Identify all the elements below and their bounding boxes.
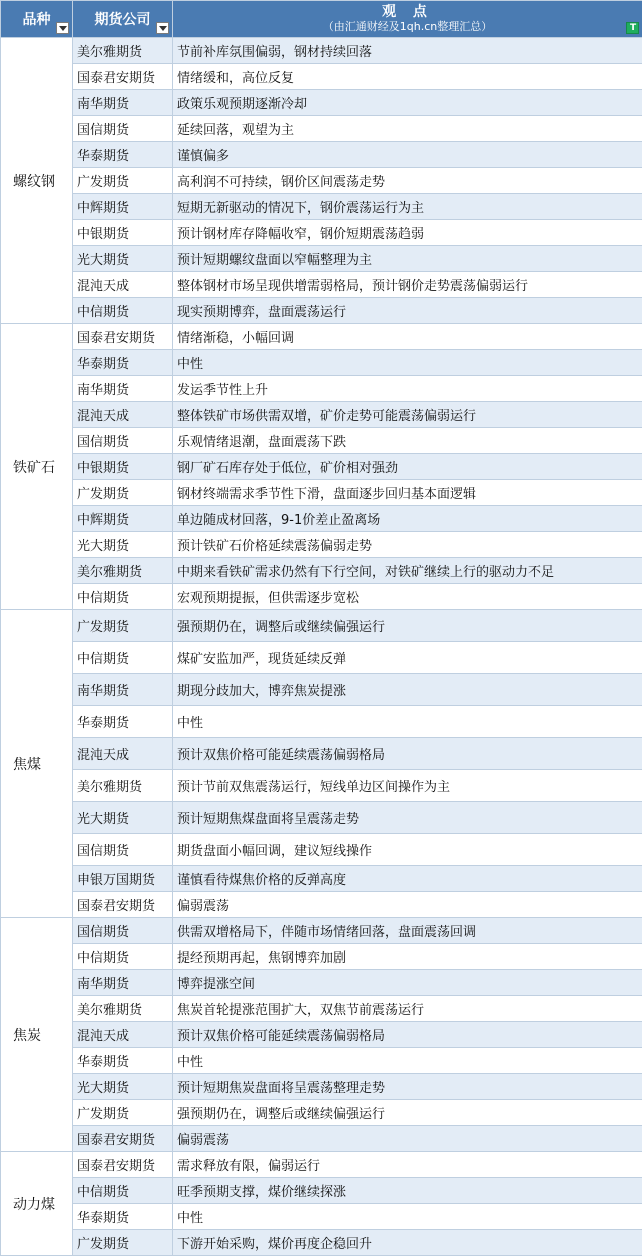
- company-cell: 中辉期货: [73, 506, 173, 532]
- view-cell: 强预期仍在，调整后或继续偏强运行: [173, 610, 642, 642]
- header-view-title: 观 点: [382, 4, 433, 20]
- company-cell: 美尔雅期货: [73, 558, 173, 584]
- table-row: [1, 642, 642, 674]
- table-row: [1, 506, 642, 532]
- company-cell: 广发期货: [73, 1100, 173, 1126]
- table-row: [1, 970, 642, 996]
- company-cell: 中信期货: [73, 642, 173, 674]
- view-cell: 中性: [173, 706, 642, 738]
- view-cell: 焦炭首轮提涨范围扩大，双焦节前震荡运行: [173, 996, 642, 1022]
- company-cell: 光大期货: [73, 1074, 173, 1100]
- table-row: [1, 918, 642, 944]
- table-row: [1, 116, 642, 142]
- table-row: [1, 802, 642, 834]
- view-cell: 强预期仍在，调整后或继续偏强运行: [173, 1100, 642, 1126]
- variety-cell: 铁矿石: [1, 324, 73, 610]
- table-row: [1, 1126, 642, 1152]
- table-row: [1, 674, 642, 706]
- variety-cell: 焦炭: [1, 918, 73, 1152]
- view-cell: 中性: [173, 1048, 642, 1074]
- view-cell: 预计铁矿石价格延续震荡偏弱走势: [173, 532, 642, 558]
- view-cell: 预计双焦价格可能延续震荡偏弱格局: [173, 738, 642, 770]
- view-cell: 高利润不可持续，钢价区间震荡走势: [173, 168, 642, 194]
- table-body: [1, 38, 642, 1256]
- table-row: [1, 454, 642, 480]
- view-cell: 单边随成材回落，9-1价差止盈离场: [173, 506, 642, 532]
- table-row: [1, 376, 642, 402]
- company-cell: 国泰君安期货: [73, 324, 173, 350]
- company-cell: 中信期货: [73, 584, 173, 610]
- table-row: [1, 246, 642, 272]
- company-cell: 混沌天成: [73, 738, 173, 770]
- table-row: [1, 298, 642, 324]
- company-cell: 中辉期货: [73, 194, 173, 220]
- company-cell: 南华期货: [73, 674, 173, 706]
- company-cell: 广发期货: [73, 610, 173, 642]
- view-cell: 偏弱震荡: [173, 892, 642, 918]
- company-cell: 国信期货: [73, 428, 173, 454]
- company-cell: 华泰期货: [73, 706, 173, 738]
- table-row: [1, 38, 642, 64]
- company-cell: 国信期货: [73, 834, 173, 866]
- view-cell: 供需双增格局下，伴随市场情绪回落，盘面震荡回调: [173, 918, 642, 944]
- table-row: [1, 584, 642, 610]
- view-cell: 整体钢材市场呈现供增需弱格局，预计钢价走势震荡偏弱运行: [173, 272, 642, 298]
- company-cell: 华泰期货: [73, 350, 173, 376]
- filter-dropdown-icon[interactable]: [56, 22, 69, 34]
- view-cell: 钢厂矿石库存处于低位，矿价相对强劲: [173, 454, 642, 480]
- company-cell: 美尔雅期货: [73, 996, 173, 1022]
- company-cell: 美尔雅期货: [73, 770, 173, 802]
- table-row: [1, 428, 642, 454]
- company-cell: 华泰期货: [73, 142, 173, 168]
- view-cell: 提经预期再起，焦钢博弈加剧: [173, 944, 642, 970]
- view-cell: 钢材终端需求季节性下滑，盘面逐步回归基本面逻辑: [173, 480, 642, 506]
- view-cell: 预计短期焦炭盘面将呈震荡整理走势: [173, 1074, 642, 1100]
- company-cell: 国泰君安期货: [73, 1152, 173, 1178]
- view-cell: 发运季节性上升: [173, 376, 642, 402]
- table-row: [1, 350, 642, 376]
- table-row: [1, 706, 642, 738]
- variety-cell: 动力煤: [1, 1152, 73, 1256]
- company-cell: 南华期货: [73, 376, 173, 402]
- company-cell: 混沌天成: [73, 402, 173, 428]
- company-cell: 混沌天成: [73, 1022, 173, 1048]
- header-variety: [1, 1, 73, 38]
- view-cell: 需求释放有限，偏弱运行: [173, 1152, 642, 1178]
- variety-cell: 螺纹钢: [1, 38, 73, 324]
- view-cell: 节前补库氛围偏弱，钢材持续回落: [173, 38, 642, 64]
- header-company: [73, 1, 173, 38]
- view-cell: 预计短期螺纹盘面以窄幅整理为主: [173, 246, 642, 272]
- table-row: [1, 770, 642, 802]
- table-row: [1, 892, 642, 918]
- table-row: [1, 738, 642, 770]
- view-cell: 情绪渐稳，小幅回调: [173, 324, 642, 350]
- table-row: [1, 90, 642, 116]
- company-cell: 中银期货: [73, 220, 173, 246]
- view-cell: 期货盘面小幅回调，建议短线操作: [173, 834, 642, 866]
- view-cell: 预计节前双焦震荡运行，短线单边区间操作为主: [173, 770, 642, 802]
- table-row: [1, 532, 642, 558]
- table-row: [1, 1178, 642, 1204]
- view-cell: 预计双焦价格可能延续震荡偏弱格局: [173, 1022, 642, 1048]
- view-cell: 期现分歧加大，博弈焦炭提涨: [173, 674, 642, 706]
- table-row: [1, 194, 642, 220]
- view-cell: 谨慎看待煤焦价格的反弹高度: [173, 866, 642, 892]
- view-cell: 煤矿安监加严，现货延续反弹: [173, 642, 642, 674]
- company-cell: 国信期货: [73, 116, 173, 142]
- table-row: [1, 610, 642, 642]
- table-row: [1, 1230, 642, 1256]
- header-view: [173, 1, 642, 38]
- company-cell: 美尔雅期货: [73, 38, 173, 64]
- table-row: [1, 480, 642, 506]
- view-cell: 短期无新驱动的情况下，钢价震荡运行为主: [173, 194, 642, 220]
- company-cell: 申银万国期货: [73, 866, 173, 892]
- table-row: [1, 944, 642, 970]
- view-cell: 情绪缓和，高位反复: [173, 64, 642, 90]
- view-cell: 整体铁矿市场供需双增，矿价走势可能震荡偏弱运行: [173, 402, 642, 428]
- company-cell: 中银期货: [73, 454, 173, 480]
- view-cell: 现实预期博弈，盘面震荡运行: [173, 298, 642, 324]
- company-cell: 国泰君安期货: [73, 64, 173, 90]
- view-cell: 乐观情绪退潮，盘面震荡下跌: [173, 428, 642, 454]
- view-cell: 旺季预期支撑，煤价继续探涨: [173, 1178, 642, 1204]
- view-cell: 预计钢材库存降幅收窄，钢价短期震荡趋弱: [173, 220, 642, 246]
- variety-cell: 焦煤: [1, 610, 73, 918]
- company-cell: 华泰期货: [73, 1204, 173, 1230]
- company-cell: 光大期货: [73, 246, 173, 272]
- table-row: [1, 558, 642, 584]
- company-cell: 广发期货: [73, 168, 173, 194]
- table-row: [1, 1074, 642, 1100]
- table-row: [1, 866, 642, 892]
- table-row: [1, 1152, 642, 1178]
- table-row: [1, 324, 642, 350]
- table-row: [1, 142, 642, 168]
- filter-active-icon[interactable]: [626, 22, 639, 34]
- company-cell: 中信期货: [73, 1178, 173, 1204]
- view-cell: 政策乐观预期逐渐冷却: [173, 90, 642, 116]
- company-cell: 广发期货: [73, 1230, 173, 1256]
- table-row: [1, 1204, 642, 1230]
- header-variety-label: 品种: [22, 12, 51, 28]
- view-cell: 下游开始采购，煤价再度企稳回升: [173, 1230, 642, 1256]
- company-cell: 广发期货: [73, 480, 173, 506]
- table-row: [1, 834, 642, 866]
- company-cell: 中信期货: [73, 298, 173, 324]
- view-cell: 谨慎偏多: [173, 142, 642, 168]
- view-cell: 预计短期焦煤盘面将呈震荡走势: [173, 802, 642, 834]
- view-cell: 中期来看铁矿需求仍然有下行空间，对铁矿继续上行的驱动力不足: [173, 558, 642, 584]
- company-cell: 南华期货: [73, 90, 173, 116]
- view-cell: 延续回落，观望为主: [173, 116, 642, 142]
- table-row: [1, 996, 642, 1022]
- table-row: [1, 1022, 642, 1048]
- table-row: [1, 168, 642, 194]
- company-cell: 混沌天成: [73, 272, 173, 298]
- view-cell: 中性: [173, 1204, 642, 1230]
- filter-dropdown-icon[interactable]: [156, 22, 169, 34]
- company-cell: 国泰君安期货: [73, 892, 173, 918]
- company-cell: 光大期货: [73, 802, 173, 834]
- view-cell: 博弈提涨空间: [173, 970, 642, 996]
- view-cell: 偏弱震荡: [173, 1126, 642, 1152]
- table-row: [1, 272, 642, 298]
- view-cell: 宏观预期提振，但供需逐步宽松: [173, 584, 642, 610]
- table-row: [1, 402, 642, 428]
- header-company-label: 期货公司: [94, 12, 151, 28]
- header-view-subtitle: （由汇通财经及1qh.cn整理汇总）: [322, 20, 493, 33]
- table-row: [1, 220, 642, 246]
- company-cell: 国泰君安期货: [73, 1126, 173, 1152]
- company-cell: 南华期货: [73, 970, 173, 996]
- company-cell: 华泰期货: [73, 1048, 173, 1074]
- company-cell: 国信期货: [73, 918, 173, 944]
- table-row: [1, 64, 642, 90]
- table-row: [1, 1048, 642, 1074]
- company-cell: 光大期货: [73, 532, 173, 558]
- view-cell: 中性: [173, 350, 642, 376]
- header-row: [1, 1, 642, 38]
- company-cell: 中信期货: [73, 944, 173, 970]
- table-row: [1, 1100, 642, 1126]
